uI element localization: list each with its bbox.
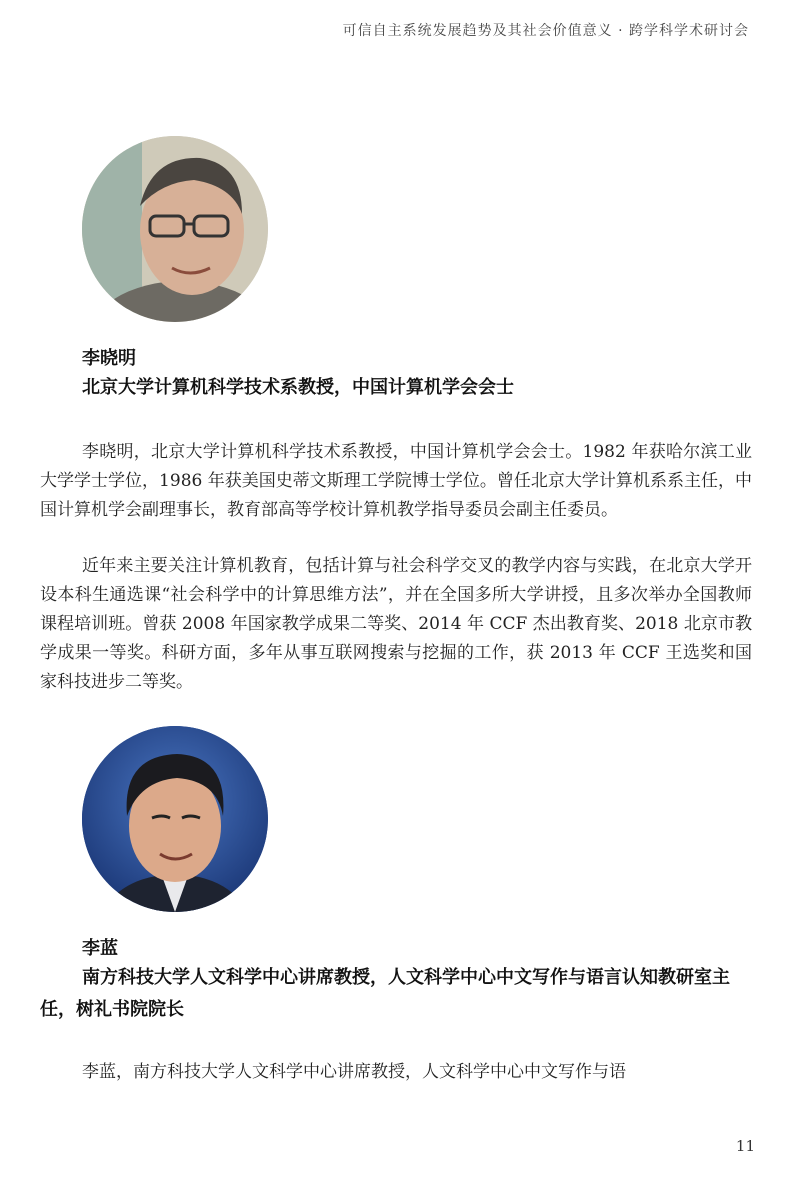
portrait-photo-2 — [82, 726, 268, 912]
page-number: 11 — [735, 1137, 755, 1155]
portrait-photo-1 — [82, 136, 268, 322]
person-name-2: 李蓝 — [82, 938, 118, 959]
person-title-1: 北京大学计算机科学技术系教授，中国计算机学会会士 — [82, 377, 514, 398]
bio-paragraph-1a: 李晓明，北京大学计算机科学技术系教授，中国计算机学会会士。1982 年获哈尔滨工业大学学士学位，1986 年获美国史蒂文斯理工学院博士学位。曾任北京大学计算机系系主任，中国计算机学会副理事长，教育部高等学校计算机教学指导委员会副主任委员。 — [40, 442, 752, 520]
bio-paragraph-1b: 近年来主要关注计算机教育，包括计算与社会科学交叉的教学内容与实践，在北京大学开设本科生通选课“社会科学中的计算思维方法”，并在全国多所大学讲授，且多次举办全国教师课程培训班。曾获 2008 年国家教学成果二等奖、2014 年 CCF 杰出教育奖、2018 北京市教学成果一等奖。科研方面，多年从事互联网搜索与挖掘的工作，获 2013 年 CCF 王选奖和国家科技进步二等奖。 — [40, 556, 752, 692]
person-title-2: 南方科技大学人文科学中心讲席教授，人文科学中心中文写作与语言认知教研室主任，树礼书院院长 — [40, 967, 730, 1020]
running-header: 可信自主系统发展趋势及其社会价值意义 · 跨学科学术研讨会 — [342, 23, 749, 39]
person-name-1: 李晓明 — [82, 348, 136, 369]
bio-paragraph-2a: 李蓝，南方科技大学人文科学中心讲席教授，人文科学中心中文写作与语 — [82, 1062, 626, 1082]
